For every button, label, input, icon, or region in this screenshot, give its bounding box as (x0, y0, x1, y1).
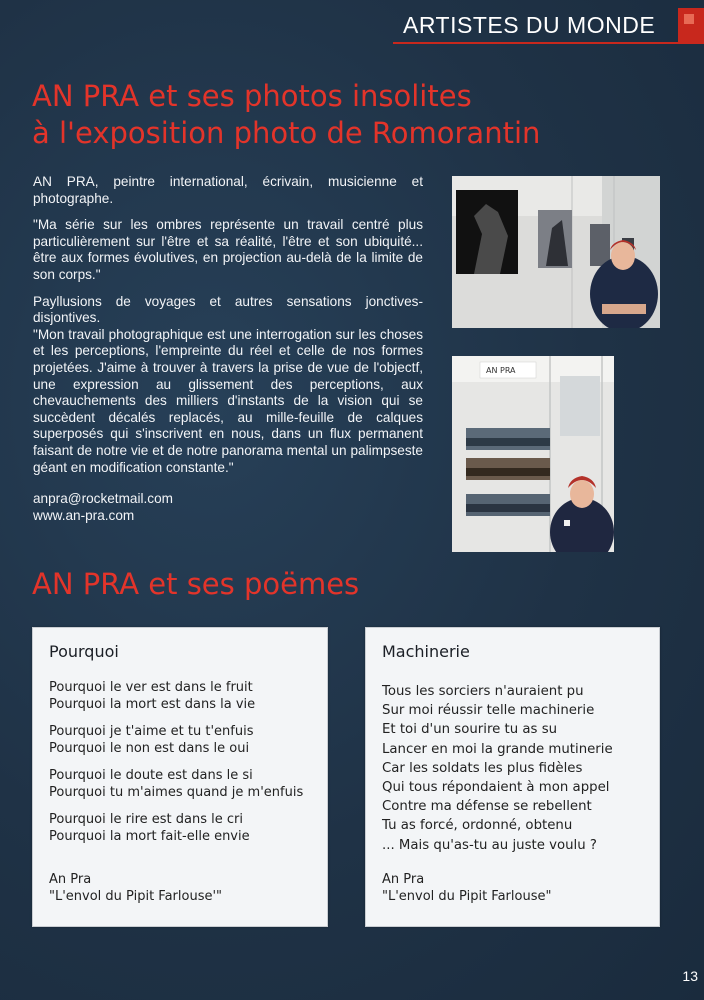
poem-source: "L'envol du Pipit Farlouse'" (49, 888, 223, 904)
poem-line: Sur moi réussir telle machinerie (382, 703, 595, 719)
article-quote-photography: "Mon travail photographique est une interrogation sur les choses et les perceptions, l'empreinte du réel et celle de nos formes projetées. J'aime à trouver à travers la prise de vue de l'objectf, une expression au glissement des perceptions, aux chevauchements des milliers d'instants de la vision qui se succèdent décalés replacés, au mille-feuille de calques superposés qui s'inscrivent en nous, dans un flux permanent faisant de notre vie et de notre panorama mental un palimpseste géant en modification constante." (33, 326, 423, 475)
poem-title-machinerie: Machinerie (382, 642, 470, 661)
poems-title: AN PRA et ses poëmes (32, 567, 360, 601)
exhibition-photo-panoramas-image (452, 356, 614, 552)
poem-line: ... Mais qu'as-tu au juste voulu ? (382, 837, 597, 853)
poem-author: An Pra (49, 872, 92, 887)
poem-line: Pourquoi le doute est dans le si (49, 768, 253, 783)
poem-source: "L'envol du Pipit Farlouse" (382, 888, 552, 904)
poem-line: Pourquoi la mort fait-elle envie (49, 828, 250, 844)
article-payllusions: Payllusions de voyages et autres sensations jonctives-disjontives. (33, 293, 423, 326)
poem-line: Pourquoi le ver est dans le fruit (49, 680, 253, 695)
contact-website[interactable]: www.an-pra.com (33, 508, 135, 524)
poem-body-machinerie (382, 682, 652, 855)
poem-line: Pourquoi le non est dans le oui (49, 740, 250, 756)
article-headline (32, 78, 692, 152)
poem-stanza (49, 812, 319, 845)
poem-line: Et toi d'un sourire tu as su (382, 722, 558, 738)
poem-line: Qui tous répondaient à mon appel (382, 780, 610, 796)
poem-line: Tu as forcé, ordonné, obtenu (382, 818, 573, 834)
poem-author: An Pra (382, 872, 425, 887)
poem-body-pourquoi (49, 680, 319, 856)
section-tab-marker (678, 8, 704, 42)
article-quote-shadows: "Ma série sur les ombres représente un travail centré plus particulièrement sur l'être et sa réalité, l'être et son ubiquité... être aux formes évolutives, en projection au-delà de la limite de son corps." (33, 217, 423, 282)
poem-line: Pourquoi je t'aime et tu t'enfuis (49, 724, 254, 739)
poem-stanza (49, 724, 319, 757)
exhibition-photo-panoramas (452, 356, 614, 552)
exhibition-photo-shadows (452, 176, 660, 328)
exhibition-photo-shadows-image (452, 176, 660, 328)
poem-signature-machinerie (382, 872, 551, 905)
poem-line: Pourquoi la mort est dans la vie (49, 696, 256, 712)
headline-line-1: AN PRA et ses photos insolites (32, 79, 472, 113)
poem-card-machinerie (365, 627, 660, 927)
headline-line-2: à l'exposition photo de Romorantin (32, 116, 541, 150)
poem-title-pourquoi: Pourquoi (49, 642, 119, 661)
contact-block (33, 490, 423, 524)
article-body (33, 174, 423, 524)
poem-line: Car les soldats les plus fidèles (382, 760, 583, 776)
section-header (393, 8, 704, 44)
poem-signature-pourquoi (49, 872, 222, 905)
poem-line: Tous les sorciers n'auraient pu (382, 684, 584, 699)
poem-line: Pourquoi le rire est dans le cri (49, 812, 243, 827)
poem-stanza (49, 680, 319, 713)
exhibition-sign-text: AN PRA (486, 366, 516, 375)
poem-line: Lancer en moi la grande mutinerie (382, 741, 613, 757)
poem-line: Pourquoi tu m'aimes quand je m'enfuis (49, 784, 304, 800)
poem-card-pourquoi (32, 627, 328, 927)
article-intro: AN PRA, peintre international, écrivain, musicienne et photographe. (33, 174, 423, 206)
poem-line: Contre ma défense se rebellent (382, 799, 592, 815)
poem-stanza (49, 768, 319, 801)
page-number: 13 (682, 968, 698, 984)
contact-email[interactable]: anpra@rocketmail.com (33, 491, 173, 507)
section-label: ARTISTES DU MONDE (403, 12, 656, 38)
